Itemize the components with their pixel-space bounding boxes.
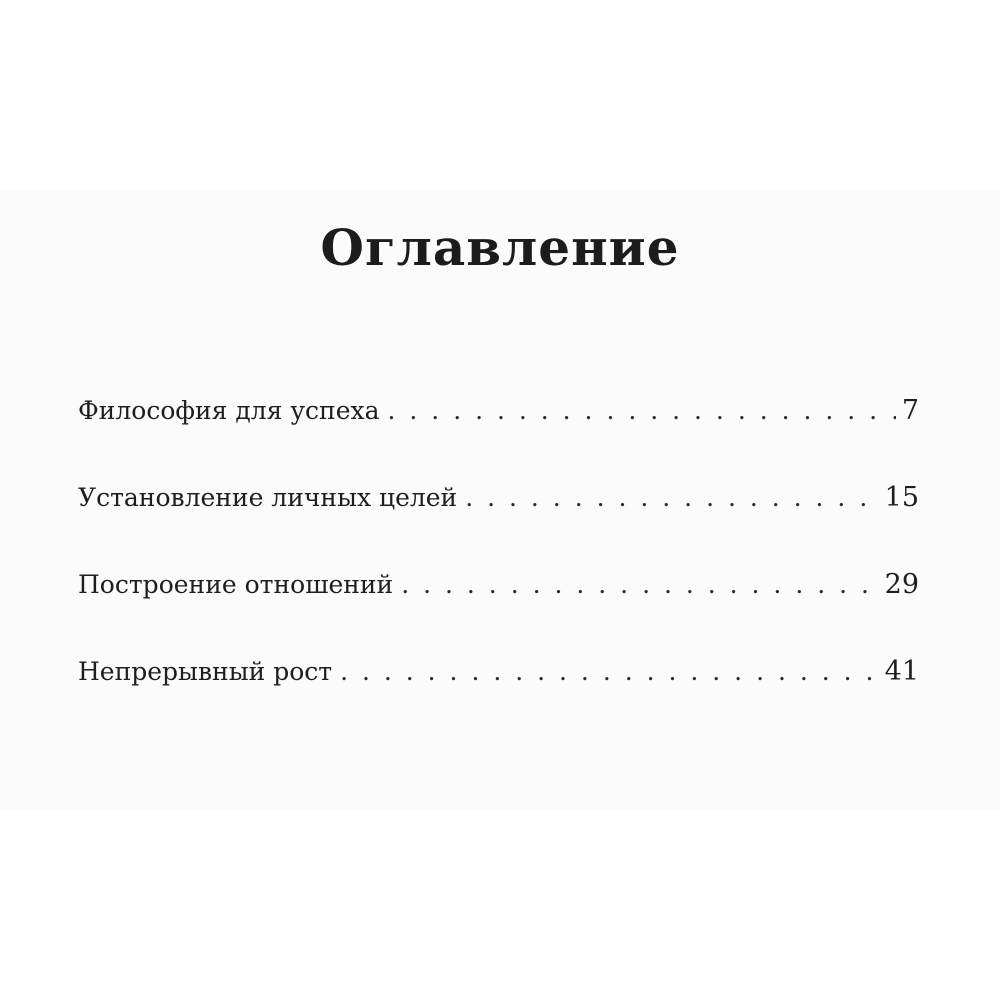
dot-leader — [401, 570, 878, 599]
dot-leader — [388, 396, 896, 425]
dot-leader — [340, 657, 879, 686]
toc-entry-title: Установление личных целей — [78, 483, 458, 512]
toc-entry — [78, 395, 919, 482]
toc-entry — [78, 656, 919, 743]
toc-entry-page: 41 — [884, 656, 919, 687]
toc-entry-page: 29 — [884, 569, 919, 600]
toc-entry-page: 7 — [901, 395, 919, 426]
toc-entry-title: Построение отношений — [78, 570, 394, 599]
toc-entry-title: Непрерывный рост — [78, 657, 333, 686]
toc-entry — [78, 482, 919, 569]
toc-entry-page: 15 — [884, 482, 919, 513]
dot-leader — [465, 483, 878, 512]
toc-entry — [78, 569, 919, 656]
page-title: Оглавление — [320, 218, 680, 277]
toc-entry-title: Философия для успеха — [78, 396, 380, 425]
table-of-contents — [78, 395, 919, 743]
